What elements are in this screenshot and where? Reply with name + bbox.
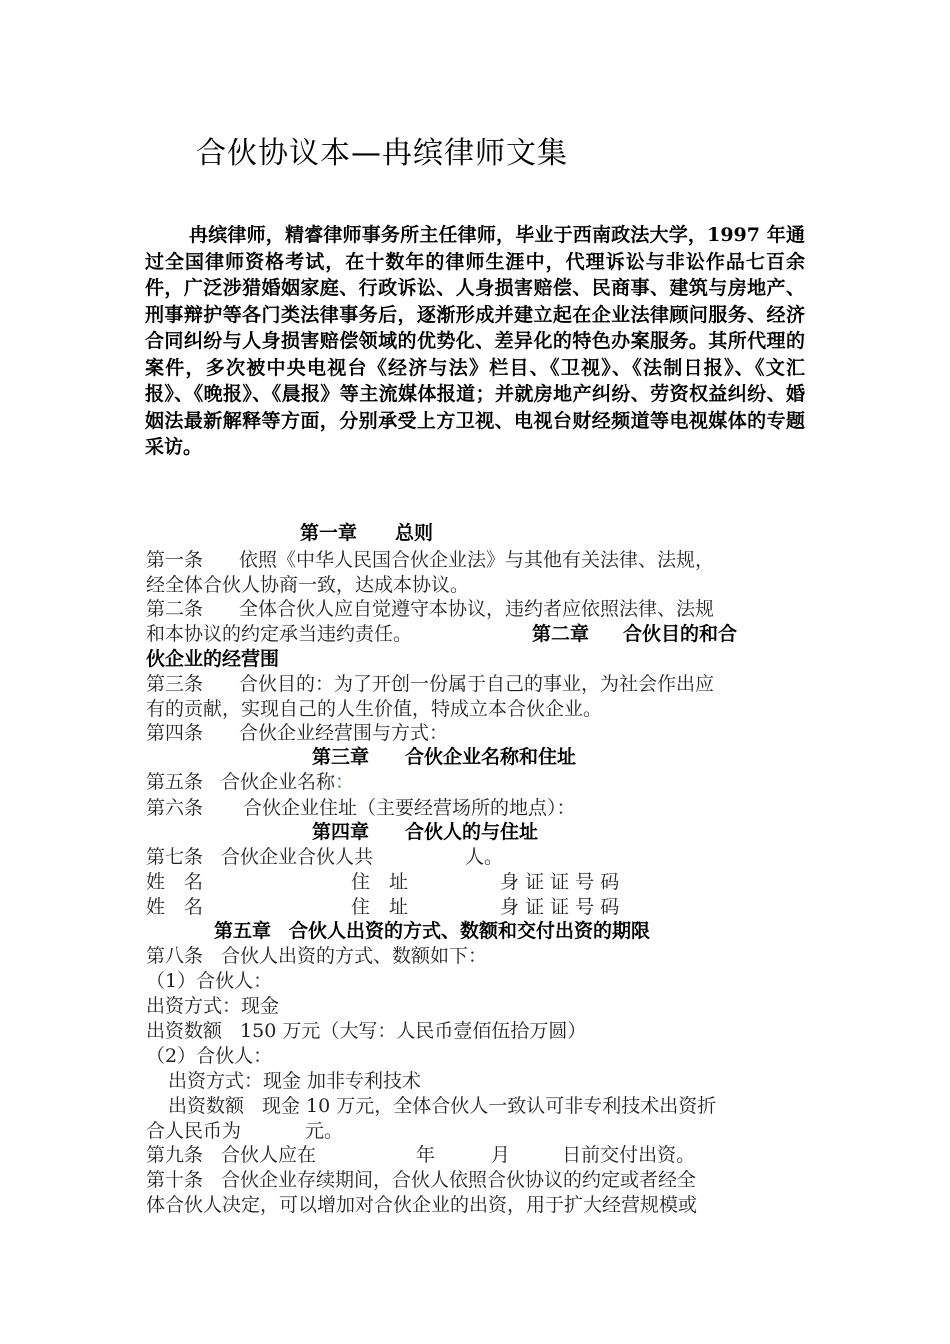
intro-line: 领域的优势化、差异化的特色办案服务。其所代理的案件，多次被 xyxy=(145,330,805,379)
chapter-1-heading: 第一章 总则 xyxy=(300,522,434,544)
article-2-cont: 和本协议的约定承当违约责任。 第二章 合伙目的和合 xyxy=(146,623,738,645)
partner-2-amount-cont: 合人民币为 元。 xyxy=(146,1120,344,1142)
article-4: 第四条 合伙企业经营围与方式： xyxy=(146,722,449,744)
partner-2-label: （2）合伙人： xyxy=(146,1045,273,1067)
intro-line: 资权益纠纷、婚姻法最新解释等方面，分别承受上方卫视、电视台 xyxy=(145,383,805,432)
article-3-cont: 有的贡献，实现自己的人生价值，特成立本合伙企业。 xyxy=(146,698,603,720)
partner-row-1: 姓 名 住 址 身 证 证 号 码 xyxy=(146,871,620,893)
article-9: 第九条 合伙人应在 年 月 日前交付出资。 xyxy=(146,1144,696,1166)
intro-line: 冉缤律师，精睿律师事务所主任律师，毕业于西南政法大学， xyxy=(189,224,708,246)
intro-line: 中央电视台《经济与法》栏目、《卫视》、《法制日报》、《文汇 xyxy=(266,356,805,379)
chapter-5-heading: 第五章 合伙人出资的方式、数额和交付出资的期限 xyxy=(214,920,651,942)
article-6: 第六条 合伙企业住址（主要经营场所的地点）： xyxy=(146,797,576,819)
article-10: 第十条 合伙企业存续期间，合伙人依照合伙协议的约定或者经全 xyxy=(146,1169,697,1191)
intro-line: 1997 年通过全国律师资格考试，在十数年的律师生涯中，代理诉讼 xyxy=(145,224,805,273)
article-2: 第二条 全体合伙人应自觉遵守本协议，违约者应依照法律、法规 xyxy=(146,598,715,620)
intro-line: 偿、民商事、建筑与房地产、刑事辩护等各门类法律事务后，逐渐 xyxy=(145,277,805,326)
partner-row-2: 姓 名 住 址 身 证 证 号 码 xyxy=(146,896,620,918)
chapter-3-heading: 第三章 合伙企业名称和住址 xyxy=(312,746,577,768)
author-intro-paragraph xyxy=(145,222,805,461)
partner-2-method: 出资方式：现金 加非专利技术 xyxy=(168,1070,422,1092)
chapter-4-heading: 第四章 合伙人的与住址 xyxy=(312,821,539,843)
partner-1-amount: 出资数额 150 万元（大写：人民币壹佰伍拾万圆） xyxy=(146,1020,587,1042)
intro-line: 财经频道等电视媒体的专题采访。 xyxy=(145,409,805,458)
chapter-2-heading: 第二章 合伙目的和合 xyxy=(532,623,738,645)
intro-line: 形成并建立起在企业法律顾问服务、经济合同纠纷与人身损害赔偿 xyxy=(145,303,805,352)
article-8: 第八条 合伙人出资的方式、数额如下： xyxy=(146,945,488,967)
partner-1-method: 出资方式：现金 xyxy=(146,995,280,1017)
intro-line: 报》、《晚报》、《晨报》等主流媒体报道；并就房地产纠纷、劳 xyxy=(145,383,670,405)
article-5: 第五条 合伙企业名称： xyxy=(146,771,355,793)
partner-2-amount: 出资数额 现金 10 万元，全体合伙人一致认可非专利技术出资折 xyxy=(168,1095,717,1117)
document-title: 合伙协议本—冉缤律师文集 xyxy=(196,136,568,171)
article-3: 第三条 合伙目的：为了开创一份属于自己的事业，为社会作出应 xyxy=(146,673,715,695)
article-10-cont: 体合伙人决定，可以增加对合伙企业的出资，用于扩大经营规模或 xyxy=(146,1194,698,1216)
intro-line: 与非讼作品七百余件，广泛涉猎婚姻家庭、行政诉讼、人身损害赔 xyxy=(145,250,805,299)
chapter-2-heading-cont: 伙企业的经营围 xyxy=(146,648,280,670)
partner-1-label: （1）合伙人： xyxy=(146,970,273,992)
article-1-cont: 经全体合伙人协商一致，达成本协议。 xyxy=(146,574,470,596)
article-7: 第七条 合伙企业合伙人共 人。 xyxy=(146,846,504,868)
article-1: 第一条 依照《中华人民国合伙企业法》与其他有关法律、法规， xyxy=(146,549,715,571)
